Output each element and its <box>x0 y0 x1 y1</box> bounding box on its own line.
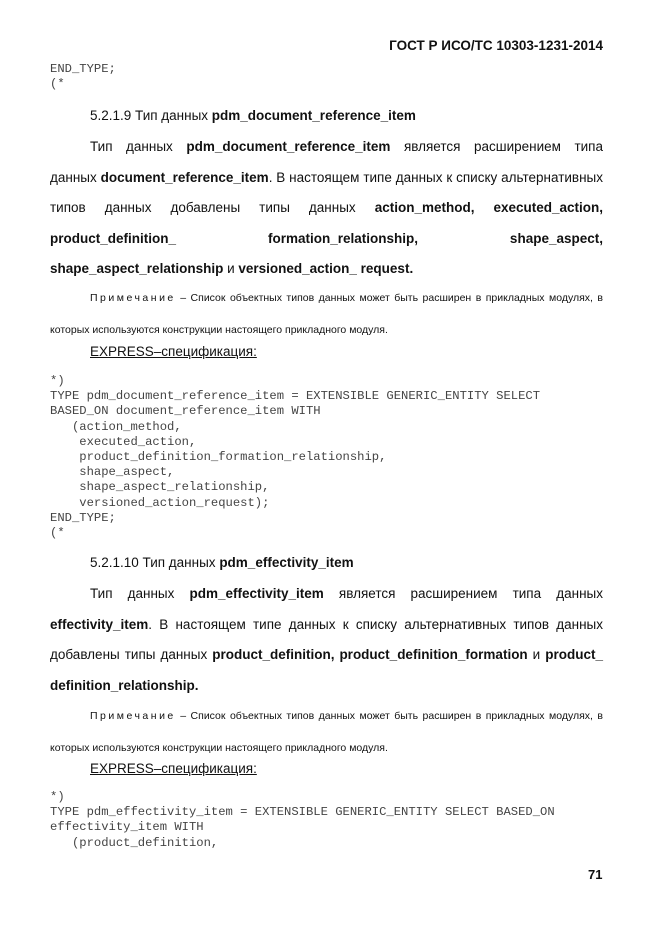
section-heading-1 <box>90 108 416 123</box>
code-block-top: END_TYPE; (* <box>50 62 116 92</box>
text-run: является расширением типа данных <box>50 139 603 185</box>
heading-prefix: 5.2.1.9 Тип данных <box>90 108 212 123</box>
note-1 <box>50 282 603 346</box>
text-run: и <box>223 261 239 276</box>
section-paragraph-1 <box>50 132 603 285</box>
heading-prefix: 5.2.1.10 Тип данных <box>90 555 220 570</box>
note-2 <box>50 700 603 764</box>
heading-type-name: pdm_effectivity_item <box>219 555 354 570</box>
type-name: product_ definition_relationship. <box>50 647 603 693</box>
type-name: pdm_effectivity_item <box>189 586 324 601</box>
page-number: 71 <box>588 867 603 882</box>
note-label: Примечание <box>90 710 176 722</box>
code-block-2: *) TYPE pdm_effectivity_item = EXTENSIBLE GENERIC_ENTITY SELECT BASED_ON effectivity_item WITH (product_definition, <box>50 790 555 850</box>
type-list: product_definition, product_definition_formation <box>212 647 528 662</box>
type-name: effectivity_item <box>50 616 149 632</box>
section-heading-2 <box>90 555 354 570</box>
text-run: является расширением типа данных <box>323 586 603 601</box>
type-name: pdm_document_reference_item <box>186 139 391 154</box>
type-name: document_reference_item <box>100 169 269 185</box>
text-run: и <box>527 647 546 662</box>
heading-type-name: pdm_document_reference_item <box>211 108 416 123</box>
text-run: Тип данных <box>90 139 187 154</box>
note-text: – Список объектных типов данных может быть расширен в прикладных модулях, в которых используются конструкции настоящего прикладного модуля. <box>50 292 603 336</box>
code-block-1: *) TYPE pdm_document_reference_item = EXTENSIBLE GENERIC_ENTITY SELECT BASED_ON document_reference_item WITH (action_method, executed_action, product_definition_formation_relationship, shape_aspect, shape_aspect_relationship, versioned_action_request); END_TYPE; (* <box>50 374 541 541</box>
express-label-1: EXPRESS–спецификация: <box>90 344 257 359</box>
type-list: action_method, executed_action, product_definition_ formation_relationship, shape_aspect, shape_aspect_relationship <box>50 200 603 276</box>
note-label: Примечание <box>90 292 176 304</box>
note-text: – Список объектных типов данных может быть расширен в прикладных модулях, в которых используются конструкции настоящего прикладного модуля. <box>50 710 603 754</box>
express-label-2: EXPRESS–спецификация: <box>90 761 257 776</box>
section-paragraph-2 <box>50 579 603 701</box>
document-header: ГОСТ Р ИСО/ТС 10303-1231-2014 <box>389 38 603 53</box>
type-name: versioned_action_ request. <box>238 261 414 276</box>
text-run: . В настоящем типе данных к списку альтернативных типов данных добавлены типы данных <box>50 616 603 662</box>
text-run: Тип данных <box>90 586 190 601</box>
text-run: . В настоящем типе данных к списку альтернативных типов данных добавлены типы данных <box>50 169 603 215</box>
